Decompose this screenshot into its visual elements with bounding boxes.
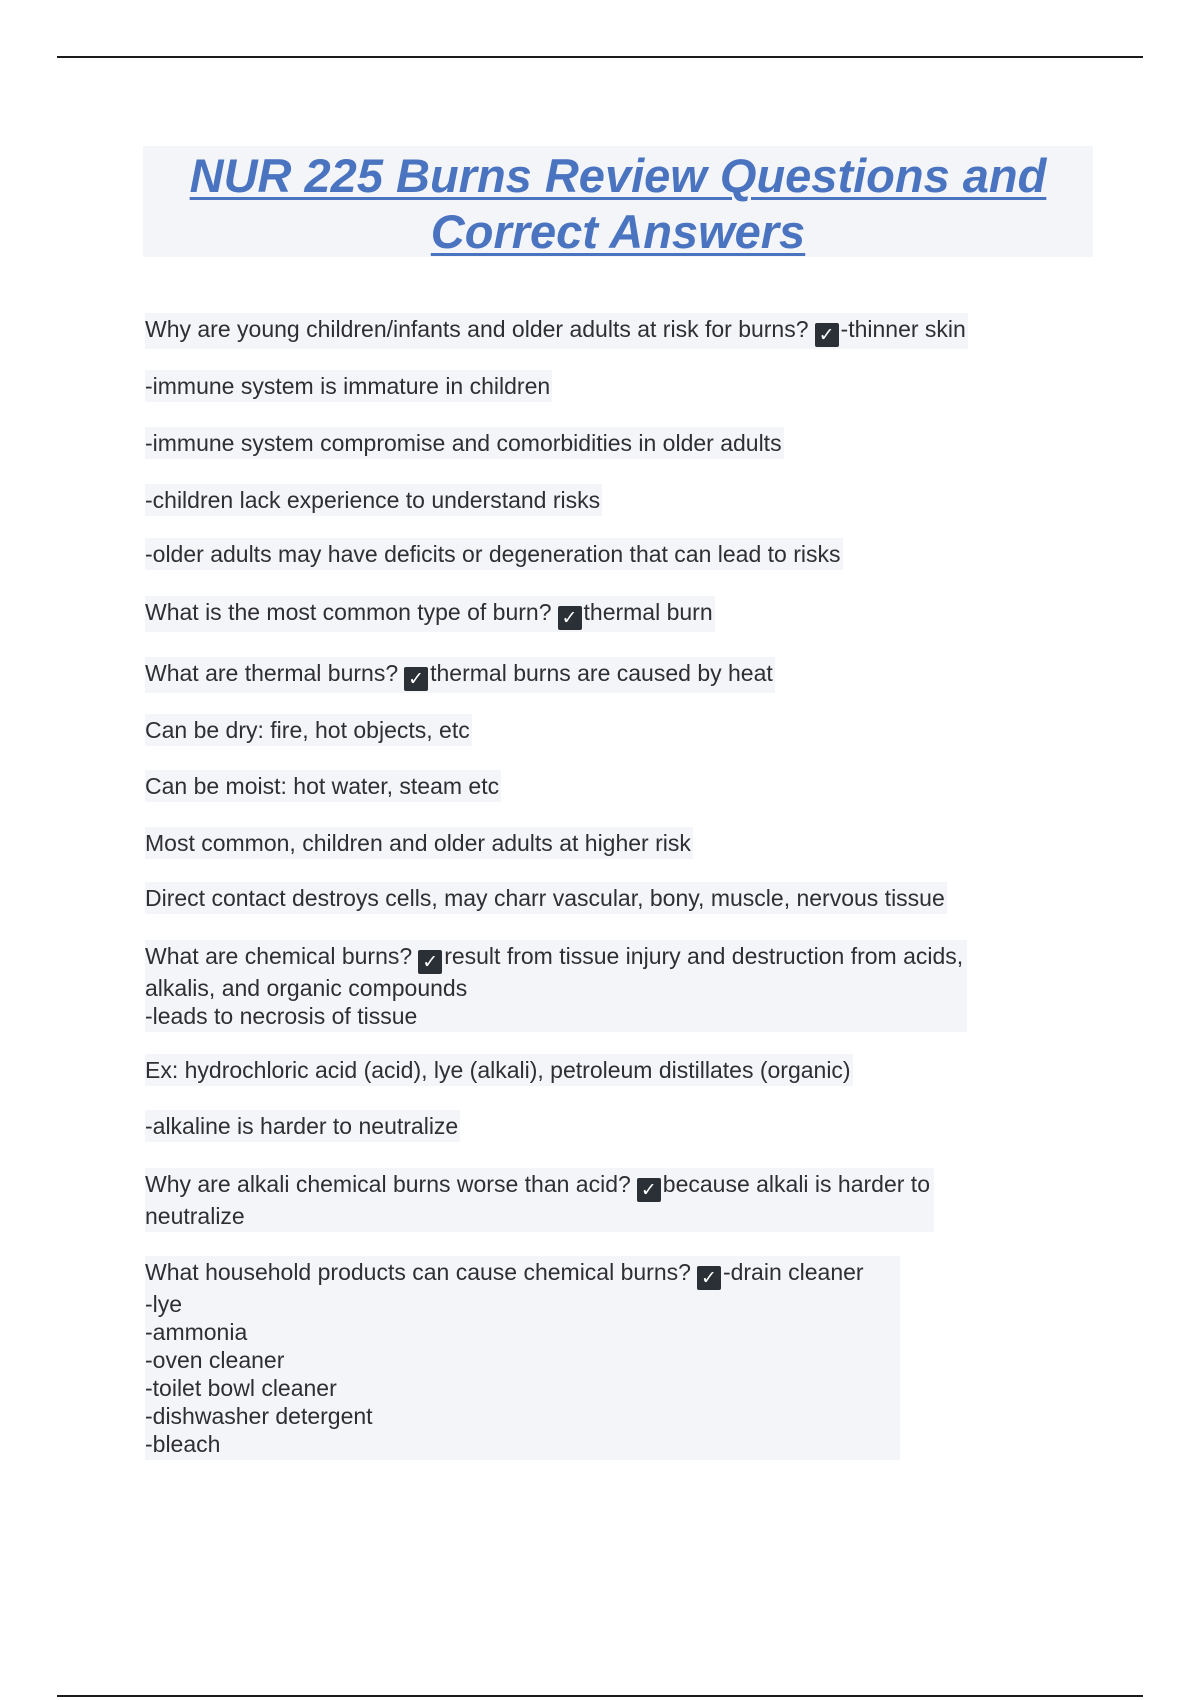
answer-paragraph: Can be dry: fire, hot objects, etc (145, 714, 472, 746)
check-box-icon: ✓ (558, 606, 582, 630)
question-text: What are chemical burns? (145, 943, 413, 969)
qa-item-2 (145, 596, 715, 632)
answer-paragraph: -alkaline is harder to neutralize (145, 1110, 460, 1142)
answer-text: thermal burns are caused by heat (430, 660, 773, 686)
question-text: Why are young children/infants and older adults at risk for burns? (145, 316, 809, 342)
answer-paragraph: -older adults may have deficits or degeneration that can lead to risks (145, 538, 843, 570)
answer-list-item: -toilet bowl cleaner (145, 1375, 337, 1401)
answer-paragraph: Most common, children and older adults at higher risk (145, 827, 693, 859)
question-text: What is the most common type of burn? (145, 599, 552, 625)
answer-paragraph: Ex: hydrochloric acid (acid), lye (alkali), petroleum distillates (organic) (145, 1054, 853, 1086)
answer-paragraph: -children lack experience to understand risks (145, 484, 602, 516)
answer-paragraph: -immune system compromise and comorbidities in older adults (145, 427, 784, 459)
question-text: What are thermal burns? (145, 660, 399, 686)
answer-text: thermal burn (583, 599, 713, 625)
answer-text: -leads to necrosis of tissue (145, 1003, 418, 1029)
check-box-icon: ✓ (815, 323, 839, 347)
answer-text: -thinner skin (840, 316, 966, 342)
title-line-2: Correct Answers (430, 205, 806, 258)
answer-list-item: -oven cleaner (145, 1347, 285, 1373)
answer-text: -drain cleaner (722, 1259, 864, 1285)
answer-list-item: -dishwasher detergent (145, 1403, 373, 1429)
answer-text: alkalis, and organic compounds (145, 975, 468, 1001)
check-box-icon: ✓ (637, 1178, 661, 1202)
answer-list-item: -lye (145, 1291, 183, 1317)
answer-paragraph: Direct contact destroys cells, may charr vascular, bony, muscle, nervous tissue (145, 882, 947, 914)
bottom-rule (57, 1695, 1143, 1697)
qa-item-5 (145, 1168, 934, 1232)
answer-list-item: -bleach (145, 1431, 221, 1457)
check-box-icon: ✓ (404, 667, 428, 691)
top-rule (57, 56, 1143, 58)
answer-list-item: -ammonia (145, 1319, 248, 1345)
answer-paragraph: Can be moist: hot water, steam etc (145, 770, 501, 802)
title-line-1: NUR 225 Burns Review Questions and (189, 149, 1047, 202)
qa-item-4 (145, 940, 967, 1032)
answer-text: neutralize (145, 1203, 245, 1229)
answer-text: result from tissue injury and destruction from acids, (444, 943, 964, 969)
qa-item-6 (145, 1256, 900, 1460)
answer-text: because alkali is harder to (662, 1171, 930, 1197)
qa-item-3 (145, 657, 775, 693)
qa-item-1 (145, 313, 968, 349)
title-box (143, 146, 1093, 257)
document-title (143, 146, 1093, 260)
question-text: Why are alkali chemical burns worse than acid? (145, 1171, 631, 1197)
answer-paragraph: -immune system is immature in children (145, 370, 552, 402)
check-box-icon: ✓ (697, 1266, 721, 1290)
check-box-icon: ✓ (418, 950, 442, 974)
question-text: What household products can cause chemical burns? (145, 1259, 691, 1285)
